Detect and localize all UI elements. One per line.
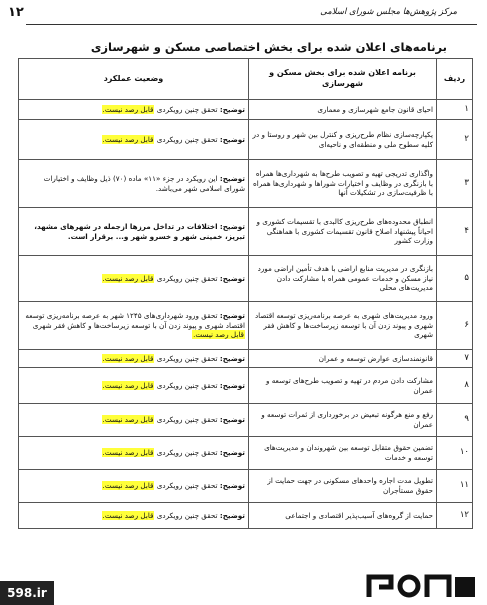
status-cell [19, 120, 249, 160]
row-number: ۲ [437, 120, 473, 160]
status-cell [19, 100, 249, 120]
table-header-row [19, 59, 473, 100]
program-cell: احیای قانون جامع شهرسازی و معماری [249, 100, 437, 120]
status-text: تحقق چنین رویکردی [156, 481, 218, 491]
row-number: ۱۱ [437, 470, 473, 503]
row-number: ۱ [437, 100, 473, 120]
status-highlight: قابل رصد نیست. [102, 380, 154, 390]
status-highlight: قابل رصد نیست. [102, 104, 154, 114]
status-text: تحقق چنین رویکردی [156, 353, 218, 363]
status-cell [19, 368, 249, 404]
row-number: ۵ [437, 256, 473, 302]
status-highlight: قابل رصد نیست. [193, 330, 244, 340]
table-row [19, 404, 473, 437]
status-highlight: قابل رصد نیست. [102, 510, 154, 520]
row-number: ۶ [437, 302, 473, 350]
header-status: وضعیت عملکرد [19, 59, 249, 100]
row-number: ۴ [437, 208, 473, 256]
table-row [19, 208, 473, 256]
header-num: ردیف [437, 59, 473, 100]
table-row [19, 368, 473, 404]
table-row [19, 256, 473, 302]
status-cell [19, 256, 249, 302]
status-cell [19, 404, 249, 437]
status-text: این رویکرد در جزء «۱۱» ماده (۷۰) ذیل وظایف و اختیارات شورای اسلامی شهر می‌باشد. [43, 173, 245, 193]
table-row [19, 470, 473, 503]
status-text: تحقق چنین رویکردی [156, 415, 218, 425]
status-text: تحقق چنین رویکردی [156, 104, 218, 114]
status-highlight: قابل رصد نیست. [102, 415, 154, 425]
program-cell: رفع و منع هرگونه تبعیض در برخورداری از ثمرات توسعه و عمران [249, 404, 437, 437]
status-cell [19, 160, 249, 208]
table-row [19, 437, 473, 470]
program-cell: بازنگری در مدیریت منابع اراضی با هدف تأمین اراضی مورد نیاز مسکن و خدمات عمومی همراه با مشارکت دادن مدیریت‌های محلی [249, 256, 437, 302]
row-number: ۱۲ [437, 503, 473, 529]
status-text: تحقق چنین رویکردی [156, 510, 218, 520]
status-label: توضیح: [219, 448, 245, 458]
header-program: برنامه اعلان شده برای بخش مسکن و شهرسازی [249, 59, 437, 100]
status-text: اختلافات در تداخل مرزها ازجمله در شهرهای مشهد، تبریز، خمینی شهر و خسرو شهر و... برقرار است. [34, 221, 245, 241]
status-highlight: قابل رصد نیست. [102, 448, 154, 458]
status-label: توضیح: [219, 481, 245, 491]
page-number: ۱۲ [8, 5, 24, 20]
table-row [19, 100, 473, 120]
row-number: ۹ [437, 404, 473, 437]
status-label: توضیح: [219, 134, 245, 144]
status-text: تحقق چنین رویکردی [156, 448, 218, 458]
row-number: ۱۰ [437, 437, 473, 470]
header-divider [26, 24, 477, 25]
status-label: توضیح: [219, 415, 245, 425]
status-cell [19, 350, 249, 368]
program-cell: یکپارچه‌سازی نظام طرح‌ریزی و کنترل بین شهر و روستا و در کلیه سطوح ملی و منطقه‌ای و ناحیه‌ای [249, 120, 437, 160]
table-row [19, 160, 473, 208]
program-cell: انطباق محدوده‌های طرح‌ریزی کالبدی با تقسیمات کشوری و احیاناً پیشنهاد اصلاح قانون تقسیمات کشوری با هماهنگی وزارت کشور [249, 208, 437, 256]
status-label: توضیح: [219, 353, 245, 363]
status-label: توضیح: [219, 104, 245, 114]
status-label: توضیح: [219, 510, 245, 520]
table-title: برنامه‌های اعلان شده برای بخش اختصاصی مسکن و شهرسازی [90, 40, 447, 54]
programs-table [18, 58, 473, 529]
status-cell [19, 302, 249, 350]
program-cell: مشارکت دادن مردم در تهیه و تصویب طرح‌های توسعه و عمران [249, 368, 437, 404]
program-cell: حمایت از گروه‌های آسیب‌پذیر اقتصادی و اجتماعی [249, 503, 437, 529]
row-number: ۸ [437, 368, 473, 404]
status-label: توضیح: [219, 273, 245, 283]
site-logo [361, 569, 481, 603]
status-label: توضیح: [219, 380, 245, 390]
status-label: توضیح: [219, 221, 245, 231]
program-cell: ورود مدیریت‌های شهری به عرصه برنامه‌ریزی توسعه اقتصاد شهری و پیوند زدن آن با توسعه زیرساخت‌ها و کاهش فقر شهری [249, 302, 437, 350]
row-number: ۳ [437, 160, 473, 208]
status-text: تحقق چنین رویکردی [156, 134, 218, 144]
status-cell [19, 470, 249, 503]
program-cell: واگذاری تدریجی تهیه و تصویب طرح‌ها به شهرداری‌ها همراه با بازنگری در وظایف و اختیارات شوراها و شهرداری‌ها همراه با ظرفیت‌سازی در تشکیلات آنها [249, 160, 437, 208]
table-row [19, 120, 473, 160]
table-row [19, 302, 473, 350]
site-watermark: 598.ir [0, 581, 54, 605]
organization-header: مرکز پژوهش‌ها مجلس شورای اسلامی [320, 7, 457, 17]
status-label: توضیح: [219, 173, 245, 183]
status-text: تحقق چنین رویکردی [156, 273, 218, 283]
status-label: توضیح: [219, 310, 245, 320]
status-cell [19, 437, 249, 470]
table-row [19, 503, 473, 529]
table-row [19, 350, 473, 368]
row-number: ۷ [437, 350, 473, 368]
status-text: تحقق چنین رویکردی [156, 380, 218, 390]
status-text: تحقق ورود شهرداری‌های ۱۲۴۵ شهر به عرصه برنامه‌ریزی توسعه اقتصاد شهری و پیوند زدن آن با توسعه زیرساخت‌ها و کاهش فقر شهری [25, 310, 245, 330]
program-cell: قانونمندسازی عوارض توسعه و عمران [249, 350, 437, 368]
status-highlight: قابل رصد نیست. [102, 273, 154, 283]
status-cell [19, 208, 249, 256]
status-highlight: قابل رصد نیست. [102, 481, 154, 491]
program-cell: تطویل مدت اجاره واحدهای مسکونی در جهت حمایت از حقوق مستأجران [249, 470, 437, 503]
status-highlight: قابل رصد نیست. [102, 134, 154, 144]
status-cell [19, 503, 249, 529]
program-cell: تضمین حقوق متقابل توسعه بین شهروندان و مدیریت‌های توسعه و خدمات [249, 437, 437, 470]
status-highlight: قابل رصد نیست. [102, 353, 154, 363]
